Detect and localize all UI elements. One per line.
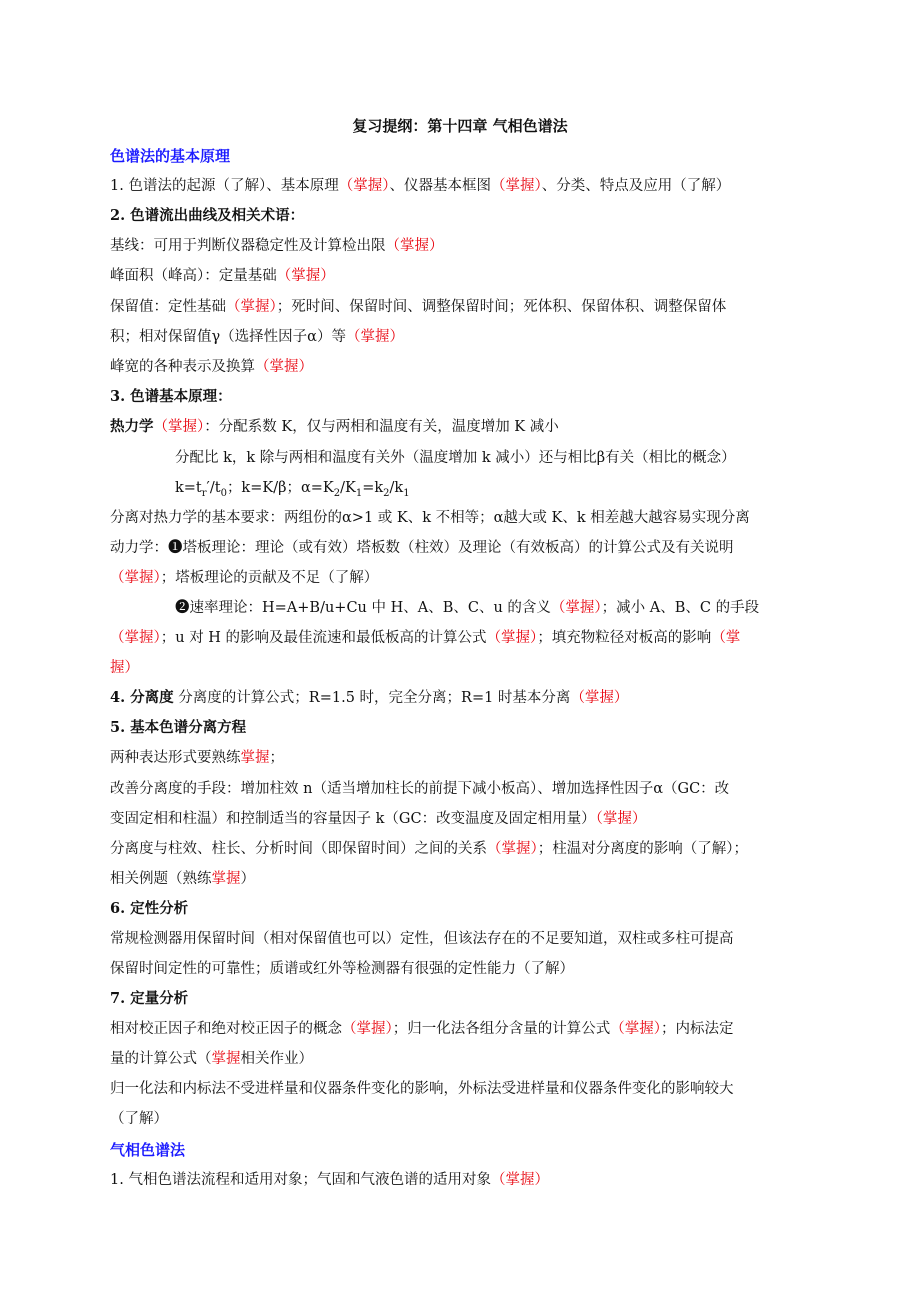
subscript: r	[201, 487, 207, 499]
baseline-line	[110, 236, 444, 256]
heading-4: 4. 分离度	[110, 689, 174, 706]
text: k=t	[175, 480, 202, 496]
text: 、分类、特点及应用（了解）	[541, 178, 731, 194]
text: 热力学	[110, 418, 154, 435]
rate-theory-line	[175, 598, 759, 618]
text: 两种表达形式要熟练	[110, 750, 241, 766]
master-tag: （掌握）	[276, 268, 335, 284]
text: 峰面积（峰高）：定量基础	[110, 268, 277, 284]
partition-ratio-line: 分配比 k，k 除与两相和温度有关外（温度增加 k 减小）还与相比β有关（相比的概念）	[175, 450, 736, 466]
text: 保留值：定性基础	[110, 299, 226, 315]
text: ）	[240, 871, 255, 887]
master-tag: （掌握）	[486, 630, 538, 646]
master-tag: 掌握	[240, 750, 270, 766]
text: ❷速率理论：H=A+B/u+Cu 中 H、A、B、C、u 的含义	[175, 600, 551, 616]
resolution-line	[110, 688, 628, 708]
subscript: 2	[383, 487, 390, 499]
subscript: 1	[403, 487, 410, 499]
master-tag: （掌握）	[610, 1021, 661, 1037]
text: 、仪器基本框图	[389, 178, 491, 194]
subscript: 2	[333, 487, 341, 499]
heading-7: 7. 定量分析	[110, 990, 189, 1007]
quantitative-line-cont	[110, 1049, 313, 1069]
master-tag: （掌握）	[342, 1021, 393, 1037]
text: 基线：可用于判断仪器稳定性及计算检出限	[110, 238, 386, 254]
text: 相关作业）	[240, 1051, 313, 1067]
text: /k	[389, 480, 404, 496]
retention-line-cont	[110, 327, 404, 347]
separation-requirement-line: 分离对热力学的基本要求：两组份的α>1 或 K、k 不相等；α越大或 K、k 相差越大越容易实现分离	[110, 510, 750, 526]
text: ；k=K/β；α=K	[226, 480, 334, 496]
text: /K	[340, 480, 356, 496]
heading-6: 6. 定性分析	[110, 900, 189, 917]
text: =k	[362, 480, 384, 496]
rate-theory-line-end: 握）	[110, 660, 139, 676]
normalization-line: 归一化法和内标法不受进样量和仪器条件变化的影响，外标法受进样量和仪器条件变化的影响较大	[110, 1081, 734, 1097]
item-1-line	[110, 176, 730, 196]
normalization-line-cont: （了解）	[110, 1111, 168, 1127]
text: 相关例题（熟练	[110, 871, 212, 887]
text: ；死时间、保留时间、调整保留时间；死体积、保留体积、调整保留体	[276, 299, 727, 315]
subscript: 1	[355, 487, 363, 499]
qualitative-line-cont: 保留时间定性的可靠性；质谱或红外等检测器有很强的定性能力（了解）	[110, 961, 574, 977]
text: ：分配系数 K，仅与两相和温度有关，温度增加 K 减小	[204, 419, 559, 435]
text: 变固定相和柱温）和控制适当的容量因子 k（GC：改变温度及固定相用量）	[110, 811, 596, 827]
text: 1. 气相色谱法流程和适用对象；气固和气液色谱的适用对象	[110, 1172, 491, 1188]
improve-resolution-line-cont	[110, 809, 646, 829]
master-tag: （掌握）	[153, 419, 205, 435]
text: ；u 对 H 的影响及最佳流速和最低板高的计算公式	[160, 630, 487, 646]
master-tag: （掌握）	[570, 690, 629, 706]
text: ；柱温对分离度的影响（了解）；	[537, 841, 748, 857]
rate-theory-line-cont	[110, 628, 740, 648]
formula-line	[175, 478, 410, 504]
master-tag: （掌握）	[490, 1172, 549, 1188]
text: 峰宽的各种表示及换算	[110, 359, 255, 375]
gc-flow-line	[110, 1170, 549, 1190]
expression-forms-line	[110, 748, 284, 768]
text: ；	[269, 750, 284, 766]
text: 量的计算公式（	[110, 1051, 212, 1067]
peak-width-line	[110, 357, 313, 377]
subscript: 0	[220, 487, 227, 499]
peak-area-line	[110, 266, 335, 286]
plate-theory-line	[110, 568, 378, 588]
text: ′/t	[206, 480, 221, 496]
kinetics-line: 动力学：❶塔板理论：理论（或有效）塔板数（柱效）及理论（有效板高）的计算公式及有关说明	[110, 540, 734, 556]
text: ；归一化法各组分含量的计算公式	[392, 1021, 611, 1037]
resolution-relation-line	[110, 839, 748, 859]
section-heading-basic-principles: 色谱法的基本原理	[110, 147, 231, 165]
heading-2: 2. 色谱流出曲线及相关术语：	[110, 207, 305, 224]
text: 分离度的计算公式；R=1.5 时，完全分离；R=1 时基本分离	[173, 690, 571, 706]
quantitative-line	[110, 1019, 734, 1039]
master-tag: （掌	[711, 630, 741, 646]
text: 1. 色谱法的起源（了解）、基本原理	[110, 178, 339, 194]
text: 积；相对保留值γ（选择性因子α）等	[110, 329, 346, 345]
text: ；填充物粒径对板高的影响	[537, 630, 712, 646]
retention-line	[110, 297, 726, 317]
section-heading-gc: 气相色谱法	[110, 1141, 186, 1159]
master-tag: 掌握	[211, 871, 241, 887]
master-tag: （掌握）	[255, 359, 313, 375]
heading-5: 5. 基本色谱分离方程	[110, 719, 247, 736]
heading-3: 3. 色谱基本原理：	[110, 388, 232, 405]
master-tag: （掌握）	[550, 600, 602, 616]
improve-resolution-line: 改善分离度的手段：增加柱效 n（适当增加柱长的前提下减小板高）、增加选择性因子α（GC：改	[110, 781, 730, 797]
qualitative-line: 常规检测器用保留时间（相对保留值也可以）定性，但该法存在的不足要知道，双柱或多柱可提高	[110, 931, 734, 947]
master-tag: （掌握）	[226, 299, 277, 315]
master-tag: （掌握）	[385, 238, 444, 254]
master-tag: （掌握）	[345, 329, 404, 345]
thermodynamics-line	[110, 417, 559, 437]
text: 相对校正因子和绝对校正因子的概念	[110, 1021, 342, 1037]
text: ；塔板理论的贡献及不足（了解）	[160, 570, 379, 586]
text: ；减小 A、B、C 的手段	[601, 600, 760, 616]
text: ；内标法定	[661, 1021, 734, 1037]
text: 分离度与柱效、柱长、分析时间（即保留时间）之间的关系	[110, 841, 487, 857]
master-tag: 掌握	[211, 1051, 241, 1067]
master-tag: （掌握）	[338, 178, 390, 194]
page-title: 复习提纲：第十四章 气相色谱法	[352, 117, 568, 135]
master-tag: （掌握）	[110, 630, 161, 646]
master-tag: （掌握）	[110, 570, 161, 586]
examples-line	[110, 869, 255, 889]
master-tag: （掌握）	[595, 811, 647, 827]
master-tag: （掌握）	[487, 841, 538, 857]
master-tag: （掌握）	[490, 178, 542, 194]
